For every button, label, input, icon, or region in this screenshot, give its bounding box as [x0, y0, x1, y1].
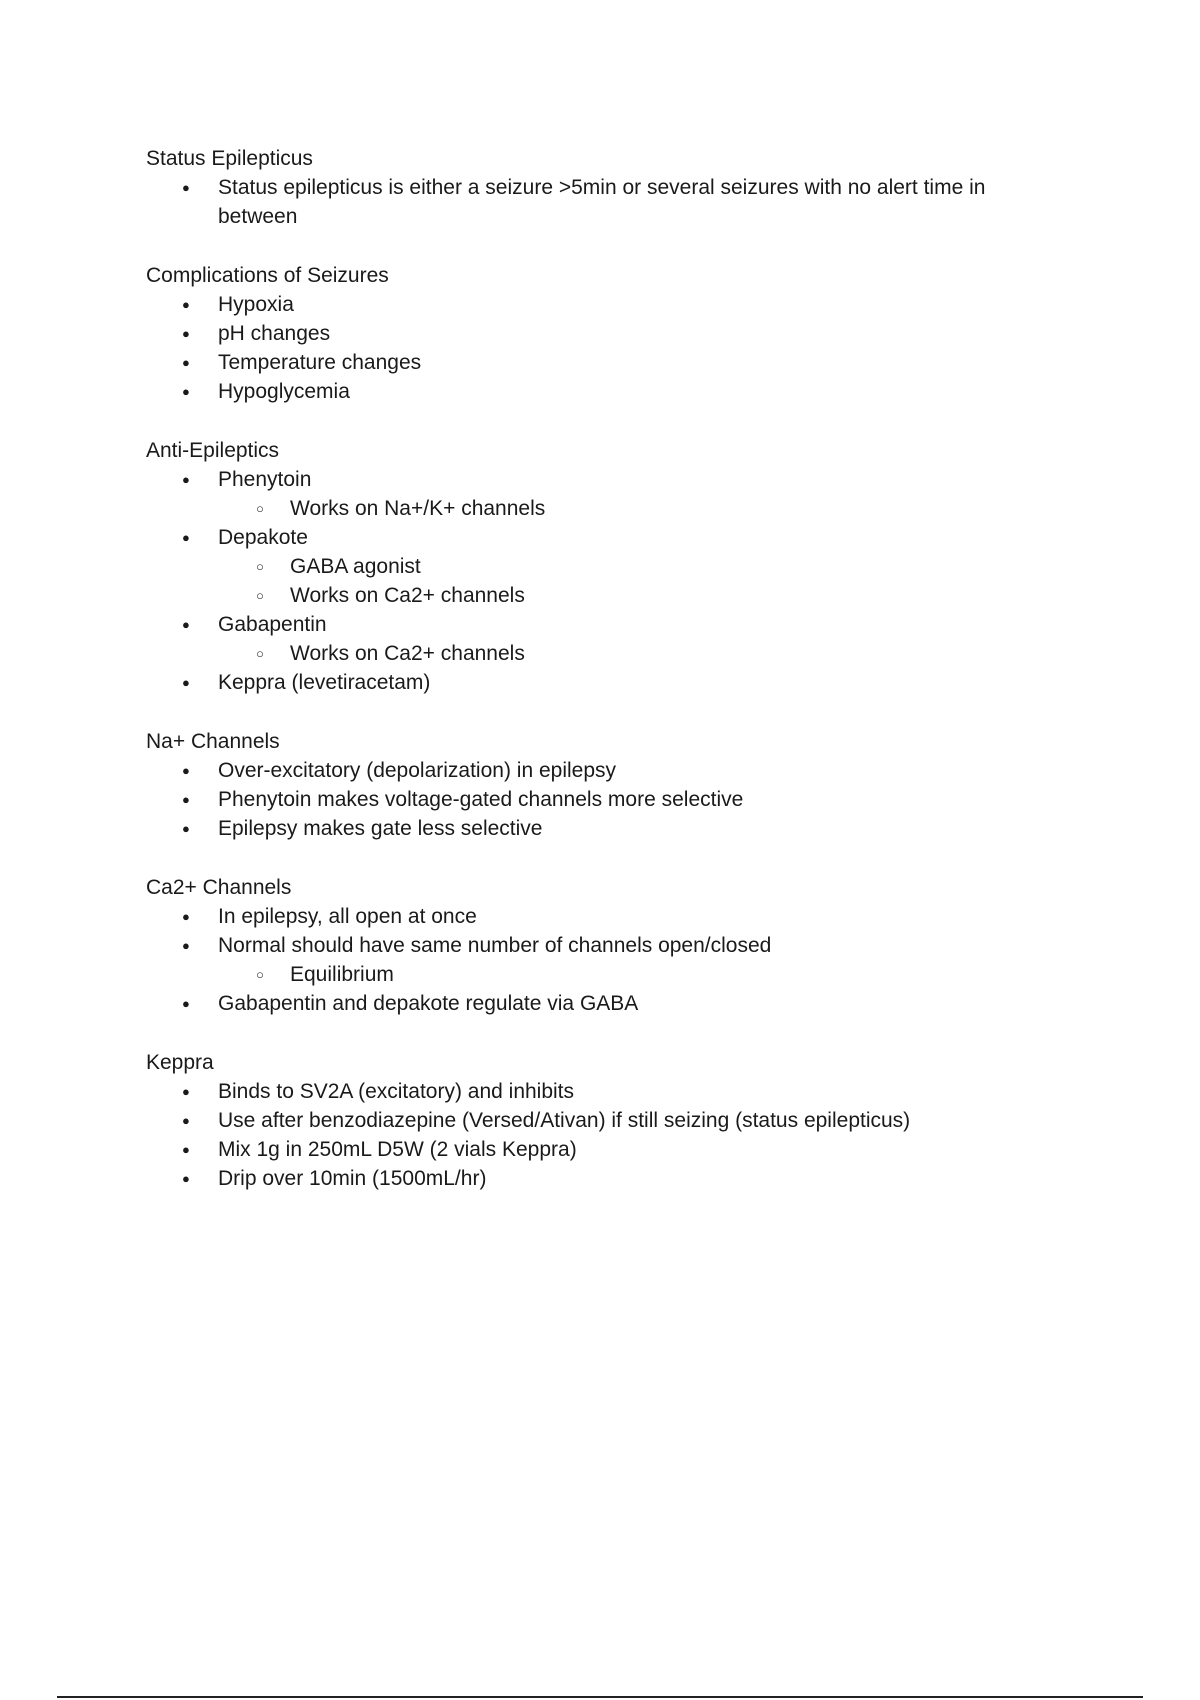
page-bottom-rule [57, 1696, 1143, 1698]
section-status-epilepticus [146, 144, 1066, 231]
list-item: ● Epilepsy makes gate less selective [218, 814, 1066, 843]
bullet-list [146, 902, 1066, 1018]
sub-list [218, 960, 1066, 989]
section-heading: Anti-Epileptics [146, 439, 280, 462]
list-item: ● Hypoglycemia [218, 377, 1066, 406]
section-heading: Ca2+ Channels [146, 876, 292, 899]
list-item: ● Over-excitatory (depolarization) in epilepsy [218, 756, 1066, 785]
list-item: ● Drip over 10min (1500mL/hr) [218, 1164, 1066, 1193]
sub-list [218, 639, 1066, 668]
bullet-list [146, 465, 1066, 697]
section-heading: Complications of Seizures [146, 264, 389, 287]
sub-list-item: ○ GABA agonist [290, 552, 1066, 581]
sub-list-item: ○ Works on Na+/K+ channels [290, 494, 1066, 523]
list-item: ● Phenytoin makes voltage-gated channels more selective [218, 785, 1066, 814]
list-item: ● Use after benzodiazepine (Versed/Ativan) if still seizing (status epilepticus) [218, 1106, 1066, 1135]
section-heading: Status Epilepticus [146, 147, 313, 170]
sub-list [218, 552, 1066, 610]
list-item: ● Gabapentin ○ Works on Ca2+ channels [218, 610, 1066, 668]
list-item: ● Normal should have same number of channels open/closed ○ Equilibrium [218, 931, 1066, 989]
document-body [146, 144, 1066, 1223]
section-keppra [146, 1048, 1066, 1193]
bullet-list [146, 756, 1066, 843]
sub-list-item: ○ Works on Ca2+ channels [290, 581, 1066, 610]
section-heading: Na+ Channels [146, 730, 280, 753]
section-heading: Keppra [146, 1051, 214, 1074]
list-item: ● pH changes [218, 319, 1066, 348]
list-item: ● Gabapentin and depakote regulate via GABA [218, 989, 1066, 1018]
sub-list-item: ○ Equilibrium [290, 960, 1066, 989]
list-item: ● Keppra (levetiracetam) [218, 668, 1066, 697]
list-item: ● Phenytoin ○ Works on Na+/K+ channels [218, 465, 1066, 523]
bullet-list [146, 1077, 1066, 1193]
list-item: ● Mix 1g in 250mL D5W (2 vials Keppra) [218, 1135, 1066, 1164]
section-ca-channels [146, 873, 1066, 1018]
list-item: ● Depakote ○ GABA agonist ○ Works on Ca2+ channels [218, 523, 1066, 610]
sub-list-item: ○ Works on Ca2+ channels [290, 639, 1066, 668]
bullet-list [146, 290, 1066, 406]
list-item: ● In epilepsy, all open at once [218, 902, 1066, 931]
list-item: ● Hypoxia [218, 290, 1066, 319]
section-complications [146, 261, 1066, 406]
list-item: ● Status epilepticus is either a seizure >5min or several seizures with no alert time in between [218, 173, 1066, 231]
section-na-channels [146, 727, 1066, 843]
sub-list [218, 494, 1066, 523]
list-item: ● Binds to SV2A (excitatory) and inhibits [218, 1077, 1066, 1106]
bullet-list [146, 173, 1066, 231]
list-item: ● Temperature changes [218, 348, 1066, 377]
section-anti-epileptics [146, 436, 1066, 697]
